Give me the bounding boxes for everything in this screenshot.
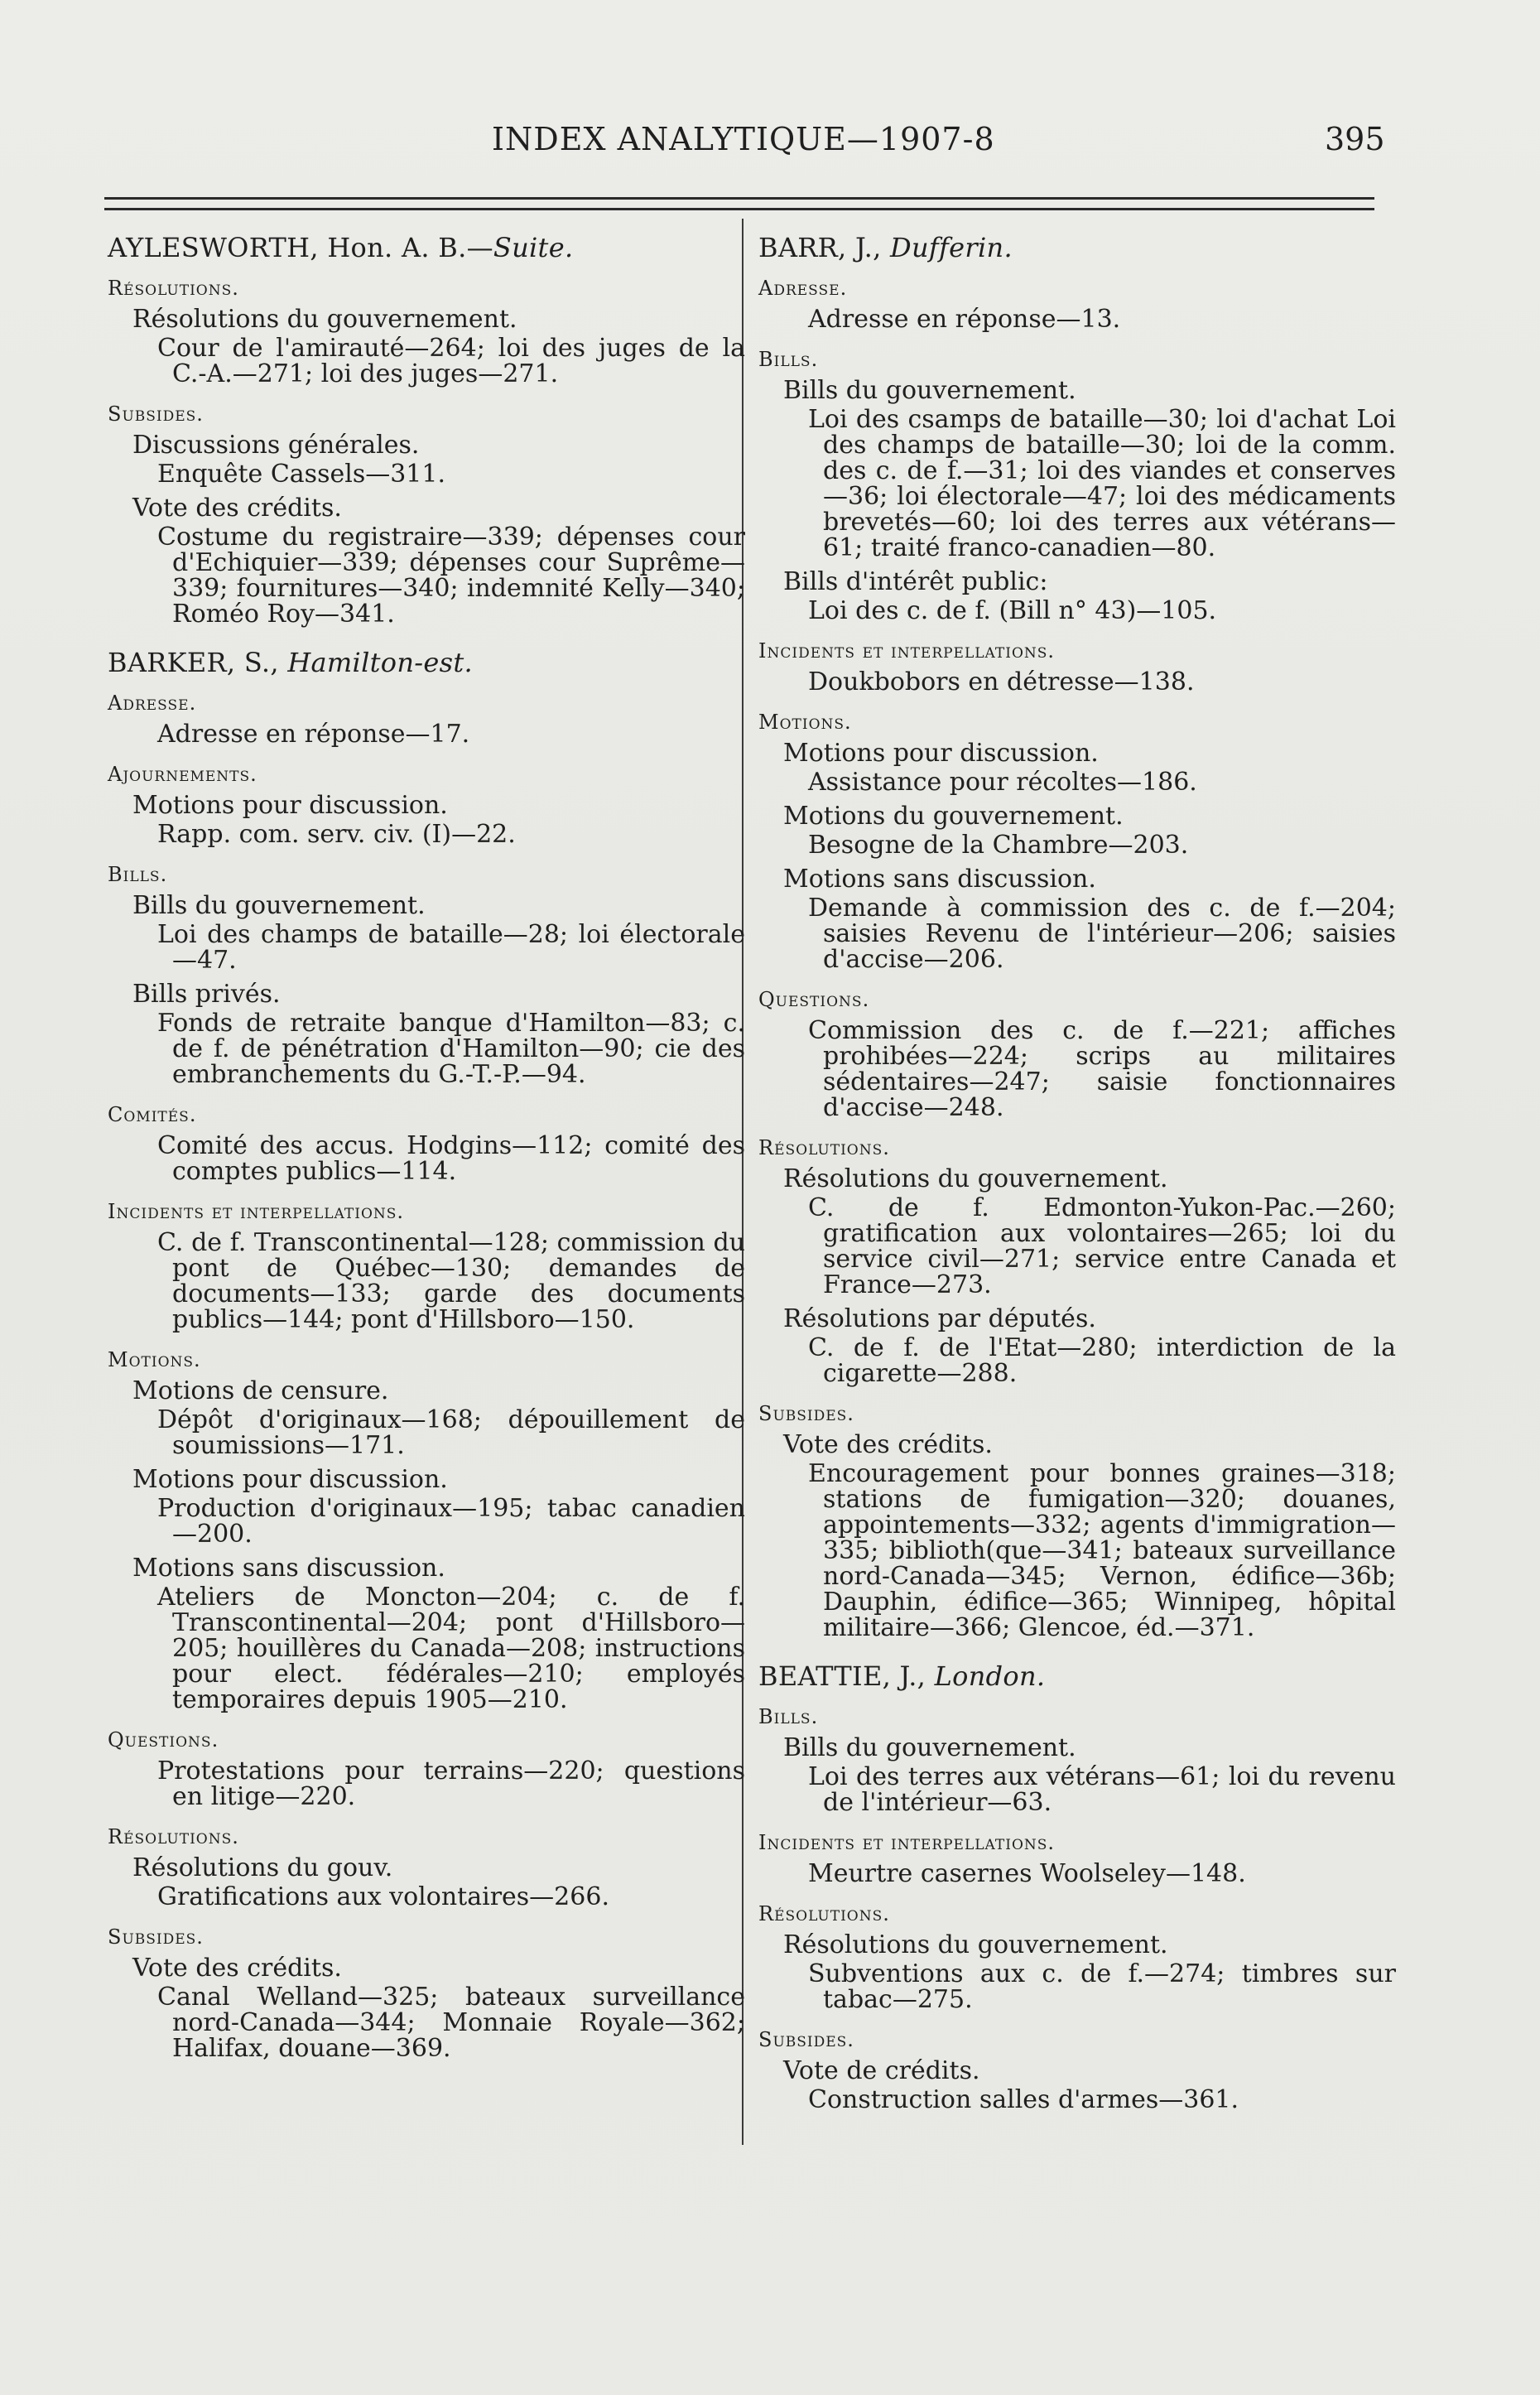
subsection-text: Construction salles d'armes—361. [808,2085,1239,2114]
right-column [758,232,1396,2136]
index-entry [108,232,745,629]
section-title: Résolutions. [758,1902,890,1925]
subsection-title: Motions du gouvernement. [783,802,1124,831]
subsection-title: Résolutions du gouv. [132,1853,393,1882]
entry-heading [758,232,1396,263]
subsection [783,1735,1396,1815]
entry-riding: Suite. [493,232,574,263]
entry-section [108,1102,745,1184]
subsection-title: Bills du gouvernement. [783,1733,1076,1762]
header-rule-top [104,197,1374,200]
page-header [0,121,1540,171]
subsection-title: Motions sans discussion. [132,1554,445,1583]
entry-section [758,1704,1396,1815]
left-column [108,232,745,2084]
subsection-text: Gratifications aux volontaires—266. [157,1882,609,1911]
section-text: C. de f. Transcontinental—128; commission du pont de Québec—130; demandes de documents—133; garde des documents publics—144; pont d'Hillsboro—150. [157,1228,745,1334]
subsection [783,1306,1396,1386]
subsection [132,893,745,973]
entry-section [758,1830,1396,1887]
subsection [783,2058,1396,2113]
subsection-title: Bills du gouvernement. [132,891,426,920]
section-title: Subsides. [108,402,204,426]
subsection-title: Bills d'intérêt public: [783,567,1048,596]
section-title: Questions. [108,1728,219,1752]
section-title: Bills. [758,348,819,371]
subsection-title: Bills du gouvernement. [783,376,1076,405]
section-text: Doukbobors en détresse—138. [808,667,1195,696]
subsection [132,981,745,1087]
index-entry [108,647,745,2063]
section-title: Résolutions. [108,1825,239,1848]
subsection [783,1432,1396,1641]
entry-name: BARR, J., [758,232,891,263]
subsection-text: C. de f. de l'Etat—280; interdiction de la cigarette—288. [808,1333,1396,1388]
entry-section [108,1347,745,1713]
subsection [132,1955,745,2061]
subsection-text: Demande à commission des c. de f.—204; saisies Revenu de l'intérieur—206; saisies d'accise—206. [808,894,1396,974]
entry-section [758,1901,1396,2012]
entry-section [758,1135,1396,1386]
section-title: Motions. [758,711,852,734]
section-title: Adresse. [108,692,197,715]
subsection [132,1855,745,1910]
subsection [132,1467,745,1547]
section-text: Commission des c. de f.—221; affiches prohibées—224; scrips au militaires sédentaires—247; saisie fonctionnaires d'accise—248. [808,1016,1396,1122]
section-text: Comité des accus. Hodgins—112; comité des comptes publics—114. [157,1131,745,1186]
section-title: Incidents et interpellations. [758,1831,1056,1854]
section-title: Incidents et interpellations. [758,639,1056,663]
subsection-text: C. de f. Edmonton-Yukon-Pac.—260; gratification aux volontaires—265; loi du service civil—271; service entre Canada et France—273. [808,1193,1396,1299]
subsection [132,495,745,627]
entry-section [108,402,745,627]
entry-section [108,276,745,387]
entry-name: BEATTIE, J., [758,1660,935,1692]
entry-section [108,1728,745,1810]
subsection [783,1932,1396,2012]
section-title: Ajournements. [108,763,257,786]
subsection-title: Résolutions du gouvernement. [783,1164,1168,1193]
entry-name: BARKER, S., [108,647,288,678]
section-title: Résolutions. [108,277,239,300]
entry-section [758,987,1396,1120]
entry-section [108,691,745,747]
section-title: Subsides. [108,1925,204,1949]
section-text: Adresse en réponse—13. [808,305,1121,334]
entry-heading [108,647,745,678]
entry-heading [108,232,745,263]
subsection-title: Discussions générales. [132,431,420,460]
subsection-text: Canal Welland—325; bateaux surveillance nord-Canada—344; Monnaie Royale—362; Halifax, douane—369. [157,1983,745,2063]
subsection-title: Vote de crédits. [783,2056,980,2085]
entry-riding: London. [934,1660,1046,1692]
index-entry [758,232,1396,1642]
entry-section [758,1401,1396,1641]
section-title: Questions. [758,988,870,1011]
subsection [783,803,1396,858]
subsection-text: Rapp. com. serv. civ. (I)—22. [157,820,516,849]
page-title: INDEX ANALYTIQUE—1907-8 [492,121,995,157]
page-number: 395 [1325,121,1385,157]
subsection-text: Production d'originaux—195; tabac canadien—200. [157,1494,745,1549]
section-title: Incidents et interpellations. [108,1200,405,1223]
subsection [132,432,745,487]
entry-section [758,710,1396,972]
subsection-title: Résolutions du gouvernement. [132,305,517,334]
subsection-title: Motions pour discussion. [783,739,1099,768]
subsection-title: Vote des crédits. [132,1954,342,1983]
subsection-title: Motions de censure. [132,1376,389,1405]
subsection-title: Vote des crédits. [783,1430,993,1459]
subsection-text: Loi des csamps de bataille—30; loi d'achat Loi des champs de bataille—30; loi de la comm. des c. de f.—31; loi des viandes et conserves—36; loi électorale—47; loi des médicaments brevetés—60; loi des terres aux vétérans—61; traité franco-canadien—80. [808,405,1396,562]
entry-riding: Dufferin. [890,232,1013,263]
section-text: Meurtre casernes Woolseley—148. [808,1859,1246,1888]
subsection [783,866,1396,972]
section-title: Bills. [758,1705,819,1728]
section-title: Subsides. [758,1402,854,1425]
subsection-text: Loi des champs de bataille—28; loi électorale—47. [157,920,745,975]
subsection-text: Encouragement pour bonnes graines—318; stations de fumigation—320; douanes, appointements—332; agents d'immigration—335; biblioth(que—341; bateaux surveillance nord-Canada—345; Vernon, édifice—36b; Dauphin, édifice—365; Winnipeg, hôpital militaire—366; Glencoe, éd.—371. [808,1459,1396,1642]
entry-section [108,1925,745,2061]
subsection-text: Cour de l'amirauté—264; loi des juges de la C.-A.—271; loi des juges—271. [157,334,745,388]
subsection [783,569,1396,624]
subsection-title: Vote des crédits. [132,494,342,523]
subsection [783,1166,1396,1298]
subsection [132,793,745,847]
subsection-text: Besogne de la Chambre—203. [808,831,1189,860]
subsection-text: Assistance pour récoltes—186. [808,768,1197,797]
entry-section [108,862,745,1087]
subsection-title: Motions sans discussion. [783,865,1096,894]
entry-section [758,2027,1396,2113]
section-text: Protestations pour terrains—220; questions en litige—220. [157,1756,745,1811]
subsection-text: Loi des terres aux vétérans—61; loi du revenu de l'intérieur—63. [808,1762,1396,1817]
subsection-title: Motions pour discussion. [132,791,448,820]
subsection-text: Fonds de retraite banque d'Hamilton—83; c. de f. de pénétration d'Hamilton—90; cie des embranchements du G.-T.-P.—94. [157,1009,745,1089]
entry-section [108,1199,745,1332]
subsection [132,306,745,387]
subsection-title: Résolutions par députés. [783,1304,1096,1333]
subsection [132,1555,745,1713]
section-title: Motions. [108,1348,201,1371]
subsection-text: Ateliers de Moncton—204; c. de f. Transcontinental—204; pont d'Hillsboro—205; houillères du Canada—208; instructions pour elect. fédérales—210; employés temporaires depuis 1905—210. [157,1583,745,1714]
subsection [783,740,1396,795]
subsection-title: Résolutions du gouvernement. [783,1930,1168,1959]
entry-heading [758,1660,1396,1692]
section-text: Adresse en réponse—17. [157,720,470,749]
index-entry [758,1660,1396,2114]
subsection [132,1378,745,1458]
subsection-title: Motions pour discussion. [132,1465,448,1494]
subsection-title: Bills privés. [132,980,281,1009]
section-title: Résolutions. [758,1136,890,1159]
subsection-text: Subventions aux c. de f.—274; timbres sur tabac—275. [808,1959,1396,2014]
entry-section [758,276,1396,332]
subsection-text: Enquête Cassels—311. [157,460,446,489]
section-title: Comités. [108,1103,197,1126]
subsection-text: Dépôt d'originaux—168; dépouillement de soumissions—171. [157,1405,745,1460]
entry-section [758,347,1396,624]
section-title: Adresse. [758,277,848,300]
header-rule-bottom [104,208,1374,210]
section-title: Subsides. [758,2028,854,2051]
entry-section [758,639,1396,695]
entry-section [108,1824,745,1910]
subsection-text: Loi des c. de f. (Bill n° 43)—105. [808,596,1217,625]
entry-section [108,762,745,847]
entry-name: AYLESWORTH, Hon. A. B.— [108,232,493,263]
section-title: Bills. [108,863,168,886]
entry-riding: Hamilton-est. [287,647,473,678]
subsection [783,378,1396,561]
subsection-text: Costume du registraire—339; dépenses cour d'Echiquier—339; dépenses cour Suprême—339; fournitures—340; indemnité Kelly—340; Roméo Roy—341. [157,523,745,629]
